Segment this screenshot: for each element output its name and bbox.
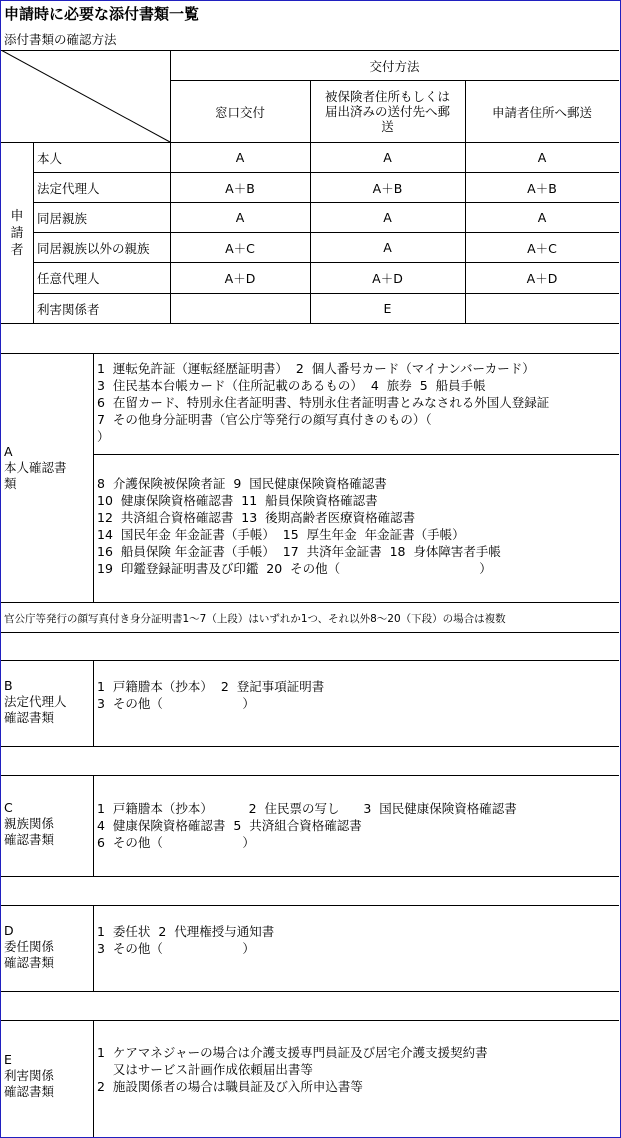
list-item: ） [97, 429, 110, 444]
page-title: 申請時に必要な添付書類一覧 [4, 5, 200, 23]
table-cell: A [235, 150, 245, 165]
table-cell [170, 294, 310, 323]
list-item: 2 施設関係者の場合は職員証及び入所申込書等 [97, 1079, 363, 1094]
list-item: 6 在留カード、特別永住者証明書、特別永住者証明書とみなされる外国人登録証 [97, 395, 550, 410]
column-header-counter: 窓口交付 [214, 104, 265, 120]
section-c-list [97, 800, 517, 851]
list-item: 3 住民基本台帳カード（住所記載のあるもの） 4 旅券 5 船員手帳 [97, 378, 486, 393]
list-item: 1 戸籍謄本（抄本） 2 登記事項証明書 [97, 679, 325, 694]
table-cell: A＋D [224, 271, 256, 286]
applicant-label: 申 請 者 [10, 208, 24, 258]
list-item: 14 国民年金 年金証書（手帳） 15 厚生年金 年金証書（手帳） [97, 527, 465, 542]
table-cell: E [383, 301, 392, 316]
row-label-legal-agent: 法定代理人 [37, 180, 100, 196]
section-d-label: D 委任関係 確認書類 [4, 923, 55, 970]
list-item: 7 その他身分証明書（官公庁等発行の顔写真付きのもの）（ [97, 412, 432, 427]
table-cell: A＋B [527, 180, 557, 196]
section-a-note: 官公庁等発行の顔写真付き身分証明書1～7（上段）はいずれか1つ、それ以外8～20（下段）の場合は複数 [4, 613, 506, 625]
table-cell: A [235, 210, 245, 225]
table-cell: A＋C [527, 240, 557, 256]
list-item: 又はサービス計画作成依頼届出書等 [97, 1062, 313, 1077]
section-d-list [97, 923, 274, 957]
table-cell: A＋D [372, 271, 403, 286]
table-cell: A＋B [225, 180, 255, 196]
list-item: 1 運転免許証（運転経歴証明書） 2 個人番号カード（マイナンバーカード） [97, 361, 535, 376]
row-label-voluntary-agent: 任意代理人 [37, 271, 100, 286]
table-cell: A [383, 150, 392, 165]
list-item: 12 共済組合資格確認書 13 後期高齢者医療資格確認書 [97, 510, 416, 525]
list-item: 3 その他（ ） [97, 941, 255, 956]
section-c-label: C 親族関係 確認書類 [4, 800, 55, 847]
section-b-list [97, 678, 324, 712]
row-label-self: 本人 [37, 150, 63, 166]
list-item: 1 戸籍謄本（抄本） 2 住民票の写し 3 国民健康保険資格確認書 [97, 801, 517, 816]
list-item: 1 ケアマネジャーの場合は介護支援専門員証及び居宅介護支援契約書 [97, 1045, 488, 1060]
column-header-insured-mail: 被保険者住所もしくは 届出済みの送付先へ郵 送 [324, 89, 450, 134]
section-b-label: B 法定代理人 確認書類 [4, 678, 67, 725]
list-item: 16 船員保険 年金証書（手帳） 17 共済年金証書 18 身体障害者手帳 [97, 544, 501, 559]
row-label-interested-party: 利害関係者 [37, 301, 100, 317]
row-label-other-relative: 同居親族以外の親族 [37, 240, 150, 256]
section-a-upper-list [97, 360, 549, 445]
list-item: 1 委任状 2 代理権授与通知書 [97, 924, 275, 939]
section-a-lower-list [97, 475, 501, 577]
table-cell: A [537, 210, 547, 225]
corner-diagonal [1, 50, 171, 143]
section-a-label: A 本人確認書 類 [4, 444, 67, 491]
delivery-method-header: 交付方法 [369, 58, 420, 74]
table-cell: A＋C [225, 240, 255, 256]
row-label-cohabiting-relative: 同居親族 [37, 210, 88, 226]
table-cell: A [383, 240, 392, 255]
table-cell: A [537, 150, 547, 165]
page-subtitle: 添付書類の確認方法 [4, 32, 117, 47]
section-e-list [97, 1044, 488, 1095]
list-item: 8 介護保険被保険者証 9 国民健康保険資格確認書 [97, 476, 387, 491]
section-e-label: E 利害関係 確認書類 [4, 1052, 55, 1099]
column-header-applicant-mail: 申請者住所へ郵送 [491, 104, 592, 120]
table-cell: A [383, 210, 392, 225]
list-item: 4 健康保険資格確認書 5 共済組合資格確認書 [97, 818, 362, 833]
table-cell [465, 294, 619, 323]
list-item: 6 その他（ ） [97, 835, 255, 850]
list-item: 19 印鑑登録証明書及び印鑑 20 その他（ ） [97, 561, 492, 576]
table-cell: A＋B [372, 180, 403, 196]
list-item: 10 健康保険資格確認書 11 船員保険資格確認書 [97, 493, 378, 508]
list-item: 3 その他（ ） [97, 696, 255, 711]
table-cell: A＋D [526, 271, 558, 286]
